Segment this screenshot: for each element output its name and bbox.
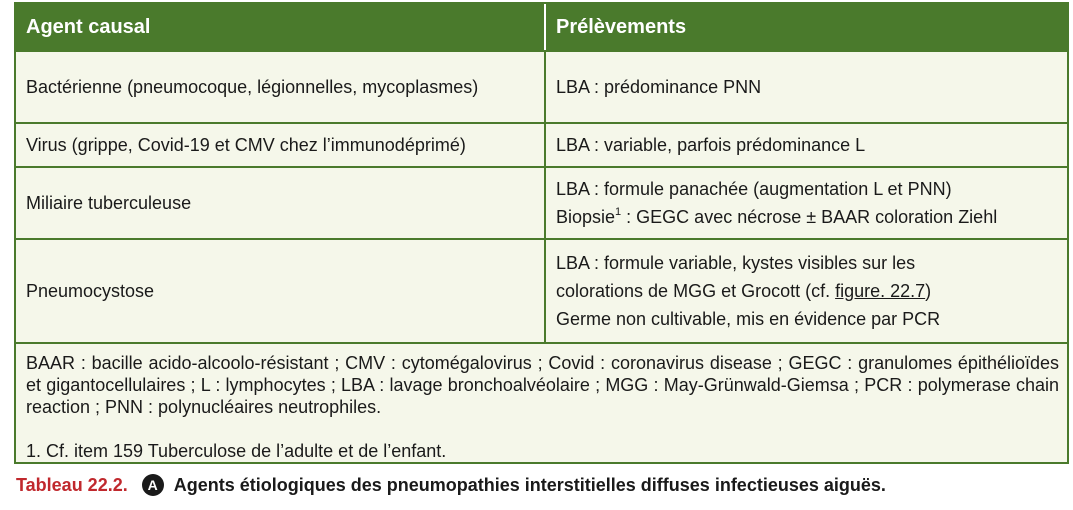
mgg-suffix: ) — [925, 281, 932, 301]
agent-cell: Virus (grippe, Covid-19 et CMV chez l’immunodéprimé) — [16, 124, 546, 166]
etiology-table — [14, 2, 1069, 464]
table-row — [16, 238, 1067, 342]
sample-line: LBA : variable, parfois prédominance L — [556, 135, 866, 155]
sample-line: LBA : prédominance PNN — [556, 77, 762, 97]
sample-line: LBA : formule panachée (augmentation L et PNN) — [556, 179, 952, 199]
sample-cell — [546, 168, 1067, 238]
sample-cell — [546, 52, 1067, 122]
sample-line: LBA : formule variable, kystes visibles sur les — [556, 253, 916, 273]
agent-cell: Miliaire tuberculeuse — [16, 168, 546, 238]
table-row — [16, 50, 1067, 122]
table-caption — [16, 474, 886, 496]
sample-cell — [546, 240, 1067, 342]
table-header-row — [16, 4, 1067, 50]
sample-cell — [546, 124, 1067, 166]
table-notes — [16, 342, 1067, 462]
sample-line — [556, 277, 1057, 305]
level-a-badge-icon: A — [142, 474, 164, 496]
caption-title: Agents étiologiques des pneumopathies interstitielles diffuses infectieuses aiguës. — [173, 474, 886, 495]
footnote: 1. Cf. item 159 Tuberculose de l’adulte et de l’enfant. — [26, 441, 447, 461]
table-row — [16, 166, 1067, 238]
abbreviations-note: BAAR : bacille acido-alcoolo-résistant ; CMV : cytomégalovirus ; Covid : coronavirus disease ; GEGC : granulomes épithélioïdes et gigantocellulaires ; L : lymphocytes ; LBA : lavage bronchoalvéolaire ; MGG : May-Grünwald-Giemsa ; PCR : polymerase chain reaction ; PNN : polynucléaires neutrophiles. — [26, 353, 1059, 417]
biopsy-prefix: Biopsie — [556, 207, 616, 227]
table-row — [16, 122, 1067, 166]
header-agent-causal: Agent causal — [16, 4, 546, 50]
agent-cell: Bactérienne (pneumocoque, légionnelles, mycoplasmes) — [16, 52, 546, 122]
mgg-prefix: colorations de MGG et Grocott (cf. — [556, 281, 836, 301]
footnote-marker: 1 — [615, 206, 622, 218]
biopsy-text: : GEGC avec nécrose ± BAAR coloration Ziehl — [621, 207, 998, 227]
agent-cell: Pneumocystose — [16, 240, 546, 342]
caption-label: Tableau 22.2. — [16, 474, 128, 495]
header-prelevements: Prélèvements — [556, 16, 687, 38]
biopsy-line — [556, 203, 1057, 231]
figure-link[interactable]: figure. 22.7 — [835, 281, 926, 301]
sample-line: Germe non cultivable, mis en évidence par PCR — [556, 309, 941, 329]
